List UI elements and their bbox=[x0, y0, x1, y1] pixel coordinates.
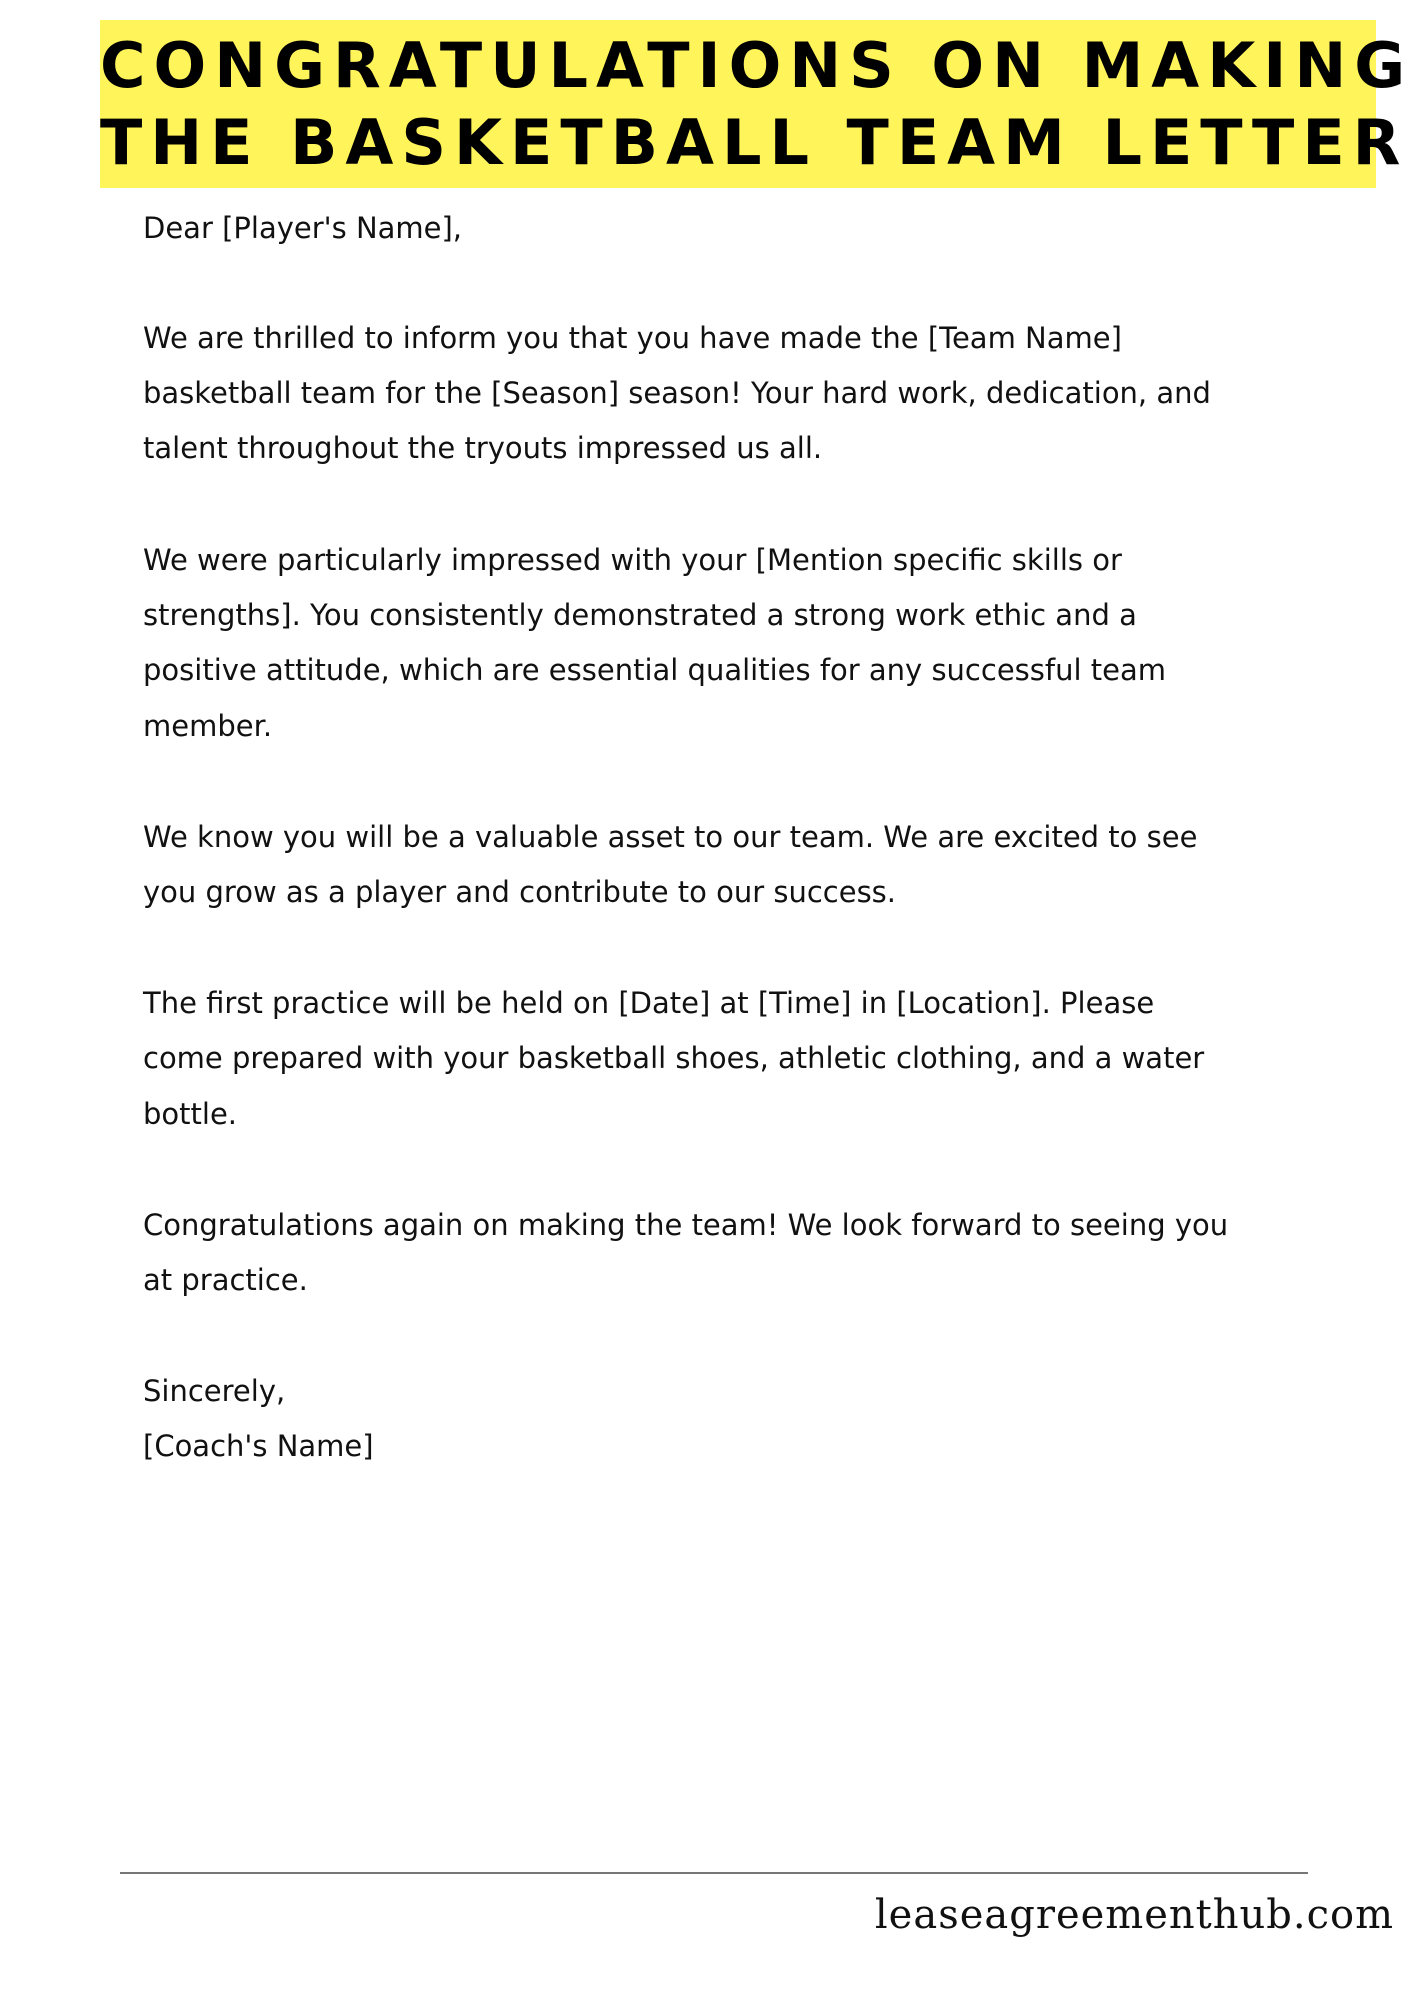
title-highlight bbox=[100, 20, 1414, 188]
paragraph-5-line-2: at practice. bbox=[143, 1263, 308, 1297]
title-line-2: THE BASKETBALL TEAM LETTER bbox=[100, 106, 1409, 179]
paragraph-1-line-1: We are thrilled to inform you that you have made the [Team Name] bbox=[143, 321, 1122, 355]
paragraph-5-line-1: Congratulations again on making the team! We look forward to seeing you bbox=[143, 1208, 1229, 1242]
paragraph-4-line-1: The first practice will be held on [Date] at [Time] in [Location]. Please bbox=[143, 986, 1155, 1020]
paragraph-3-line-1: We know you will be a valuable asset to our team. We are excited to see bbox=[143, 820, 1198, 854]
signature: [Coach's Name] bbox=[143, 1429, 374, 1463]
footer-brand: leaseagreementhub.com bbox=[874, 1892, 1394, 1938]
paragraph-2-line-4: member. bbox=[143, 709, 273, 743]
paragraph-1-line-3: talent throughout the tryouts impressed us all. bbox=[143, 431, 823, 465]
closing: Sincerely, bbox=[143, 1374, 286, 1408]
paragraph-4-line-2: come prepared with your basketball shoes, athletic clothing, and a water bbox=[143, 1041, 1205, 1075]
paragraph-2-line-2: strengths]. You consistently demonstrated a strong work ethic and a bbox=[143, 598, 1137, 632]
title-line-1: CONGRATULATIONS ON MAKING bbox=[100, 29, 1414, 102]
footer-divider bbox=[120, 1872, 1308, 1874]
paragraph-2-line-3: positive attitude, which are essential qualities for any successful team bbox=[143, 653, 1166, 687]
paragraph-4-line-3: bottle. bbox=[143, 1097, 238, 1131]
paragraph-3-line-2: you grow as a player and contribute to our success. bbox=[143, 875, 897, 909]
paragraph-2-line-1: We were particularly impressed with your [Mention specific skills or bbox=[143, 543, 1122, 577]
greeting: Dear [Player's Name], bbox=[143, 211, 463, 245]
paragraph-1-line-2: basketball team for the [Season] season! Your hard work, dedication, and bbox=[143, 376, 1211, 410]
